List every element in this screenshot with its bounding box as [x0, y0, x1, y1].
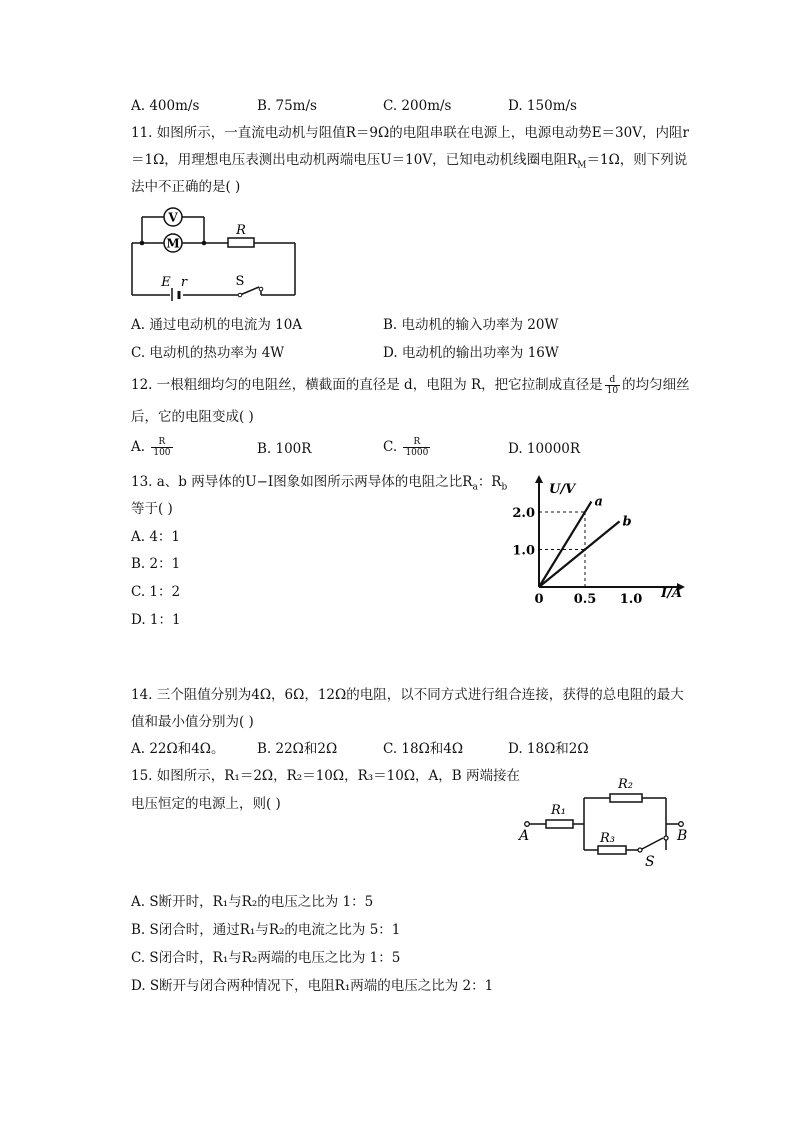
series-line-b: [539, 521, 620, 587]
q11-stem-line2: ＝1Ω，用理想电压表测出电动机两端电压U＝10V，已知电动机线圈电阻$R_M=1\Omega$，则下列说: [131, 152, 688, 171]
q14-stem-line1: 14. 三个阻值分别为4Ω，6Ω，12Ω的电阻，以不同方式进行组合连接，获得的总电阻的最大: [131, 687, 684, 703]
q15-option-a: A. S断开时，R₁与R₂的电压之比为 1：5: [131, 894, 374, 910]
q14-option-b: B. 22Ω和2Ω: [257, 741, 338, 757]
series-label-a: a: [594, 494, 603, 510]
q15-option-c: C. S闭合时，R₁与R₂两端的电压之比为 1：5: [131, 950, 401, 966]
x-tick-label: 0.5: [573, 592, 597, 607]
svg-text:R: R: [236, 223, 246, 238]
q11-stem-line3: 法中不正确的是( ): [131, 179, 241, 195]
series-label-b: b: [622, 514, 632, 530]
svg-text:V: V: [168, 210, 178, 225]
q12-stem-line1: 12. 一根粗细均匀的电阻丝，横截面的直径是 d，电阻为 R，把它拉制成直径是 $\frac{d}{10}$ 的均匀细丝: [131, 375, 690, 396]
q10-option-d: D. 150m/s: [508, 98, 577, 114]
q11-option-c: C. 电动机的热功率为 4W: [131, 345, 285, 361]
svg-text:R₂: R₂: [618, 777, 633, 792]
q12-stem-line2: 后，它的电阻变成( ): [131, 409, 254, 425]
y-tick-label: 1.0: [512, 543, 535, 559]
q13-option-b: B. 2：1: [131, 556, 181, 572]
y-axis-label: U/V: [549, 482, 576, 497]
svg-text:S: S: [235, 274, 245, 289]
q13-option-d: D. 1：1: [131, 612, 181, 628]
q14-option-c: C. 18Ω和4Ω: [383, 741, 464, 757]
q15-stem-line1: 15. 如图所示，R₁＝2Ω，R₂＝10Ω，R₃＝10Ω，A，B 两端接在: [131, 768, 520, 784]
q13-option-c: C. 1：2: [131, 584, 181, 600]
q14-stem-line2: 值和最小值分别为( ): [131, 714, 254, 730]
q10-option-b: B. 75m/s: [257, 98, 317, 114]
q10-option-a: A. 400m/s: [131, 98, 200, 114]
q13-ui-graph: [505, 475, 697, 615]
q12-option-d: D. 10000R: [508, 441, 581, 457]
svg-text:M: M: [166, 236, 180, 251]
q13-stem-line1: 13. a、b 两导体的U−I图象如图所示两导体的电阻之比$R_a$：$R_b$: [131, 474, 508, 493]
q10-option-c: C. 200m/s: [383, 98, 452, 114]
svg-text:R₁: R₁: [551, 803, 566, 818]
x-axis-label: I/A: [661, 586, 682, 601]
q15-circuit-diagram: [514, 772, 696, 872]
y-tick-label: 2.0: [512, 506, 535, 521]
x-tick-label: 0: [534, 592, 544, 607]
q11-option-a: A. 通过电动机的电流为 10A: [131, 317, 303, 333]
q15-stem-line2: 电压恒定的电源上，则( ): [131, 796, 281, 812]
fraction: $\frac{d}{10}$: [606, 375, 619, 396]
svg-text:A: A: [519, 828, 530, 844]
q14-option-d: D. 18Ω和2Ω: [508, 741, 589, 757]
q13-option-a: A. 4：1: [131, 529, 181, 545]
series-line-a: [539, 502, 591, 588]
svg-text:B: B: [677, 828, 688, 844]
q12-option-c: C. $\frac{R}{1000}$: [383, 437, 429, 458]
svg-text:r: r: [180, 275, 188, 290]
q12-option-a: A. $\frac{R}{100}$: [131, 437, 171, 458]
q15-option-b: B. S闭合时，通过R₁与R₂的电流之比为 5：1: [131, 922, 401, 938]
q14-option-a: A. 22Ω和4Ω。: [131, 741, 225, 757]
q11-option-d: D. 电动机的输出功率为 16W: [383, 345, 559, 361]
q12-option-b: B. 100R: [257, 441, 312, 457]
q13-stem-line2: 等于( ): [131, 501, 173, 517]
q11-circuit-diagram: [128, 203, 300, 301]
svg-text:S: S: [645, 854, 655, 870]
svg-text:E: E: [161, 275, 171, 290]
x-tick-label: 1.0: [619, 592, 643, 607]
y-axis-arrow: [535, 475, 543, 483]
svg-text:R₃: R₃: [600, 831, 615, 846]
q11-option-b: B. 电动机的输入功率为 20W: [383, 317, 559, 333]
q11-stem-line1: 11. 如图所示，一直流电动机与阻值R＝9Ω的电阻串联在电源上，电源电动势E＝30V，内阻r: [131, 125, 689, 141]
q15-option-d: D. S断开与闭合两种情况下，电阻R₁两端的电压之比为 2：1: [131, 978, 494, 994]
